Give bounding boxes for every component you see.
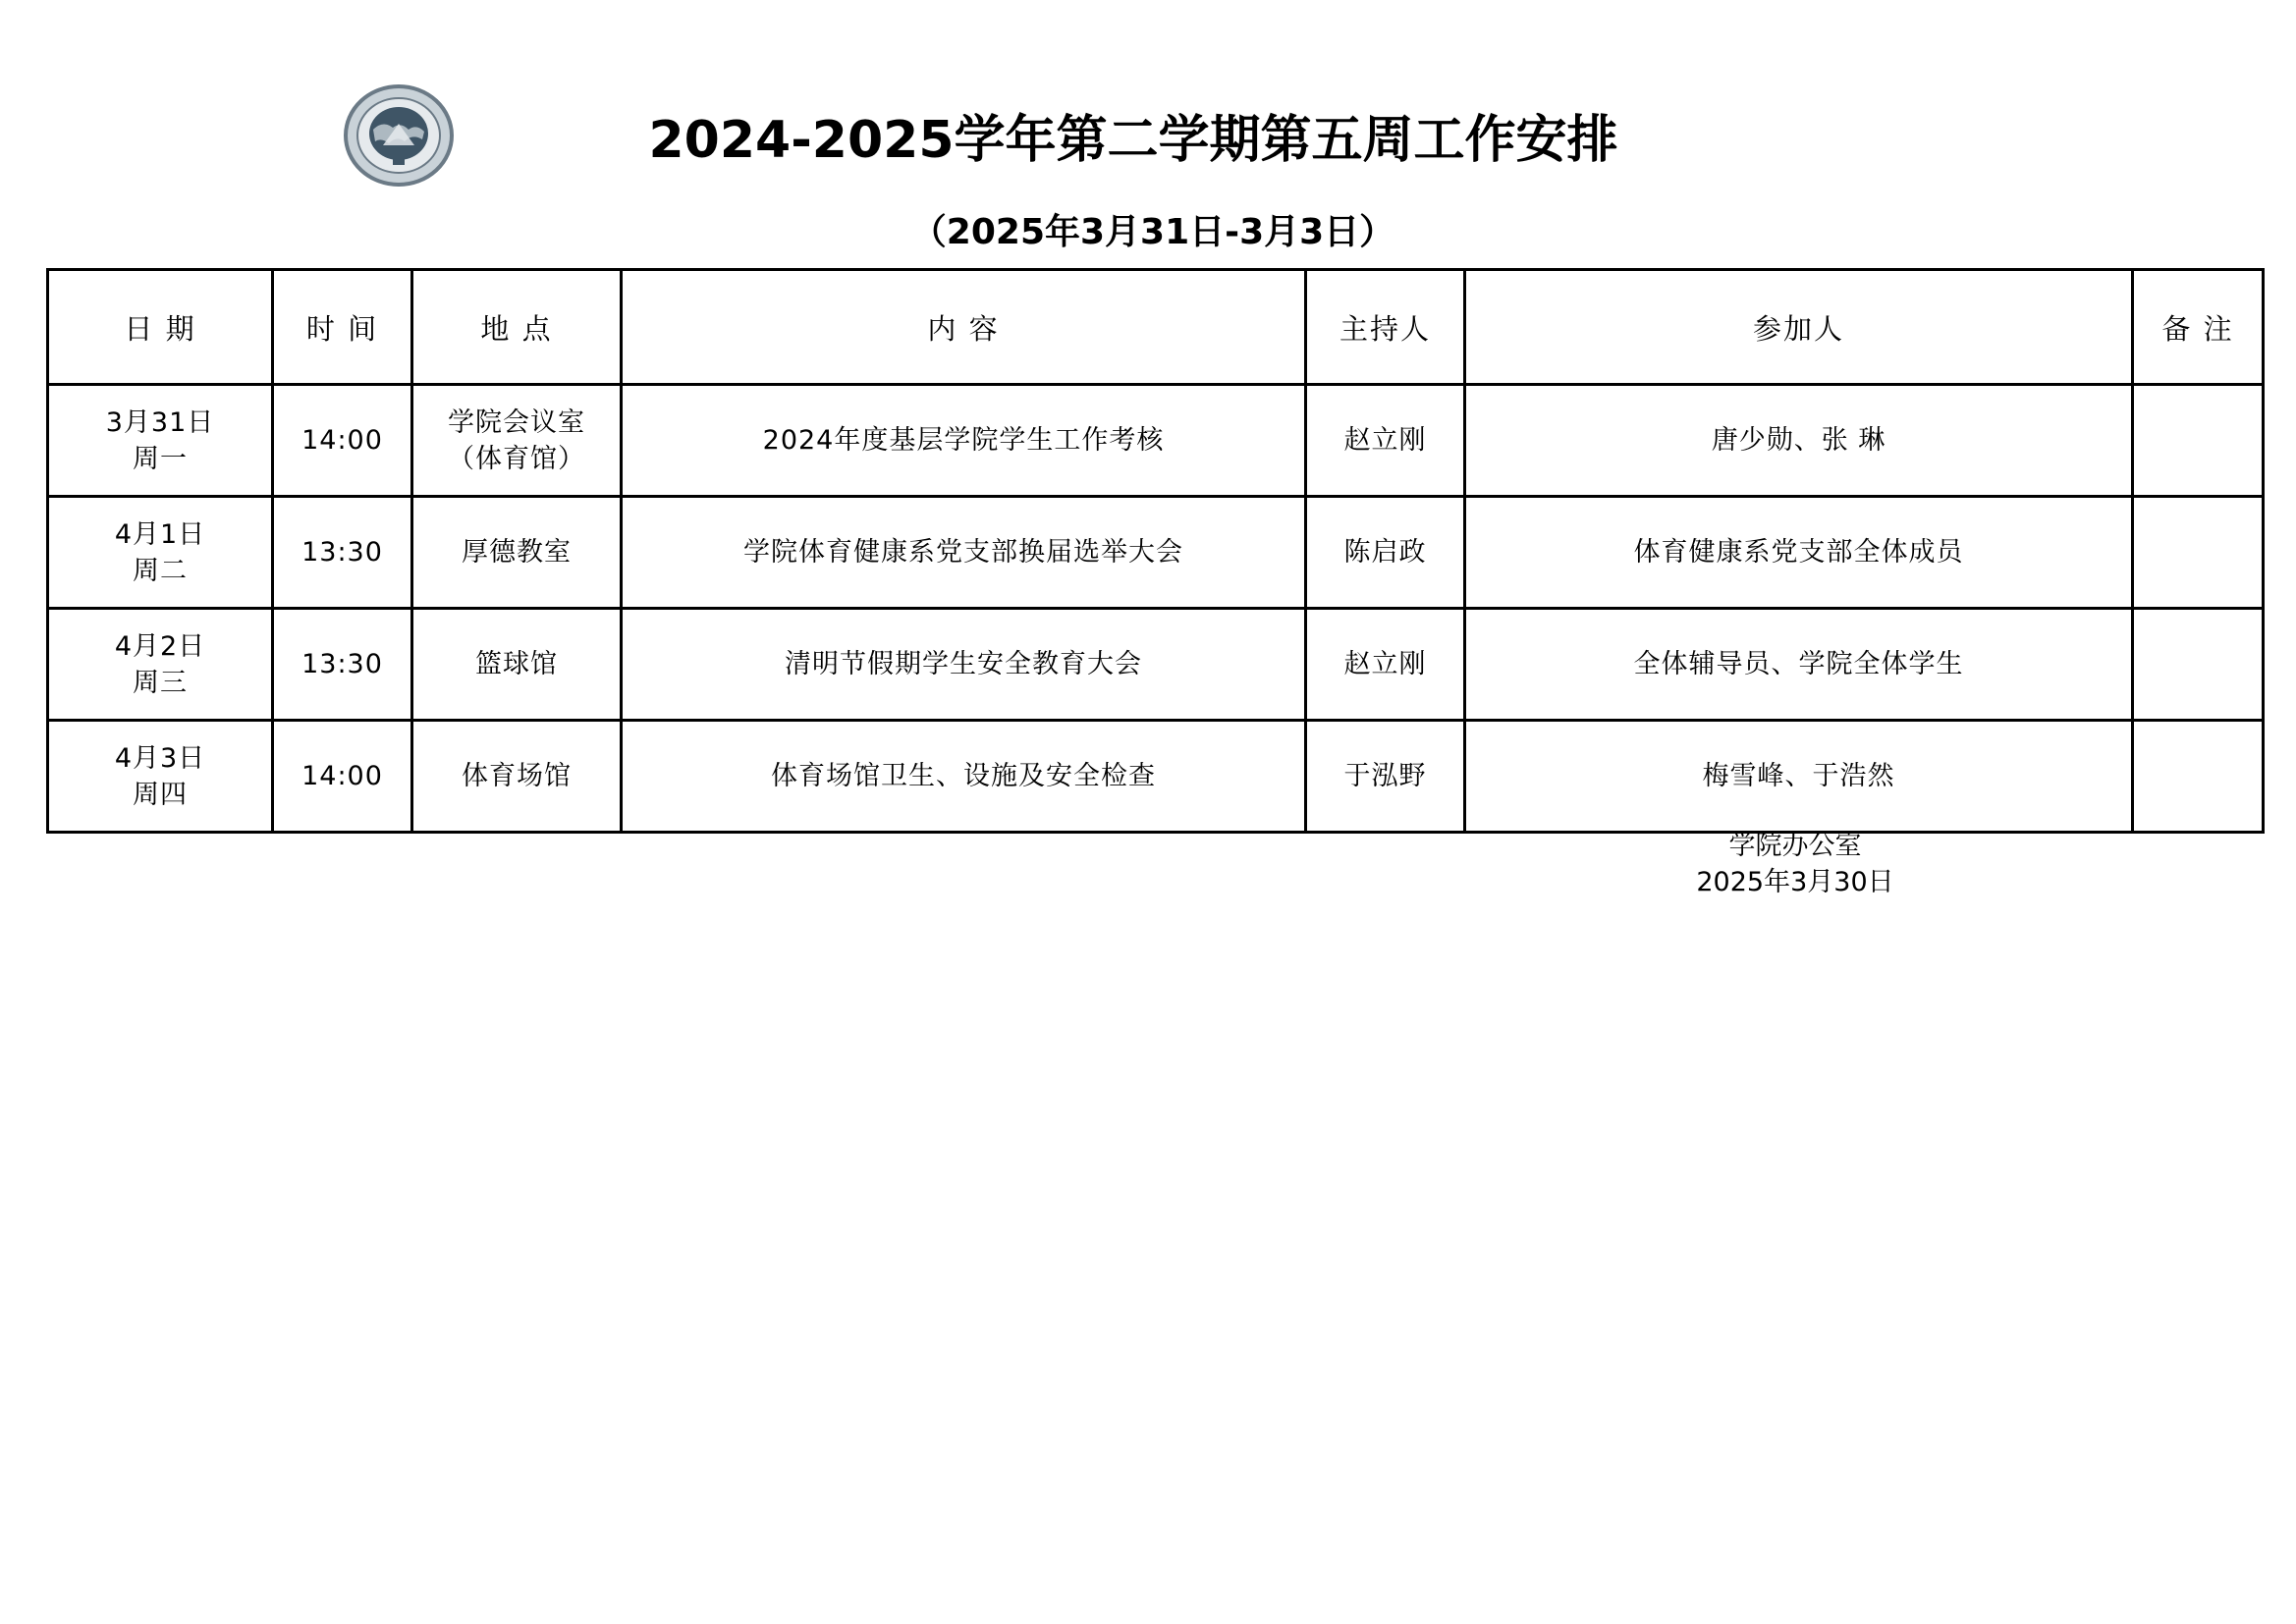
date-text: 4月2日	[114, 630, 206, 662]
page-subtitle	[0, 208, 2296, 257]
weekday-text: 周二	[133, 555, 188, 586]
header-content: 内 容	[622, 270, 1306, 385]
cell-time: 14:00	[273, 385, 412, 497]
cell-content: 学院体育健康系党支部换届选举大会	[622, 497, 1306, 609]
cell-date	[48, 385, 273, 497]
cell-host: 赵立刚	[1306, 385, 1465, 497]
cell-place	[412, 385, 622, 497]
date-text: 4月1日	[114, 518, 206, 550]
weekday-text: 周三	[133, 667, 188, 698]
cell-content: 2024年度基层学院学生工作考核	[622, 385, 1306, 497]
issuer-name: 学院办公室	[1728, 831, 1862, 861]
cell-participants: 全体辅导员、学院全体学生	[1465, 609, 2133, 721]
table-row	[48, 721, 2264, 833]
cell-date	[48, 609, 273, 721]
place-note-text: （体育馆）	[448, 443, 585, 474]
weekday-text: 周一	[133, 443, 188, 474]
table-header-row	[48, 270, 2264, 385]
cell-date	[48, 497, 273, 609]
schedule-table	[46, 268, 2265, 834]
weekday-text: 周四	[133, 779, 188, 810]
cell-participants: 唐少勋、张 琳	[1465, 385, 2133, 497]
table-row	[48, 497, 2264, 609]
cell-notes	[2133, 385, 2264, 497]
date-range-text: （2025年3月31日-3月3日）	[910, 212, 1395, 252]
date-text: 3月31日	[105, 406, 215, 438]
cell-content: 体育场馆卫生、设施及安全检查	[622, 721, 1306, 833]
header-host: 主持人	[1306, 270, 1465, 385]
cell-time: 13:30	[273, 609, 412, 721]
cell-date	[48, 721, 273, 833]
place-text: 学院会议室	[448, 406, 585, 438]
header-date: 日 期	[48, 270, 273, 385]
cell-participants: 体育健康系党支部全体成员	[1465, 497, 2133, 609]
cell-place: 厚德教室	[412, 497, 622, 609]
title-text: 2024-2025学年第二学期第五周工作安排	[648, 111, 1618, 170]
date-text: 4月3日	[114, 742, 206, 774]
issue-date: 2025年3月30日	[1696, 867, 1894, 897]
cell-notes	[2133, 609, 2264, 721]
issuer-signature-block	[1628, 828, 1962, 900]
cell-time: 13:30	[273, 497, 412, 609]
table-row	[48, 609, 2264, 721]
cell-place: 篮球馆	[412, 609, 622, 721]
header-participants: 参加人	[1465, 270, 2133, 385]
cell-host: 赵立刚	[1306, 609, 1465, 721]
cell-host: 于泓野	[1306, 721, 1465, 833]
cell-time: 14:00	[273, 721, 412, 833]
header-time: 时 间	[273, 270, 412, 385]
cell-place: 体育场馆	[412, 721, 622, 833]
header-notes: 备 注	[2133, 270, 2264, 385]
table-row	[48, 385, 2264, 497]
page-title	[0, 106, 2296, 175]
cell-host: 陈启政	[1306, 497, 1465, 609]
cell-notes	[2133, 721, 2264, 833]
cell-participants: 梅雪峰、于浩然	[1465, 721, 2133, 833]
cell-notes	[2133, 497, 2264, 609]
header-place: 地 点	[412, 270, 622, 385]
cell-content: 清明节假期学生安全教育大会	[622, 609, 1306, 721]
